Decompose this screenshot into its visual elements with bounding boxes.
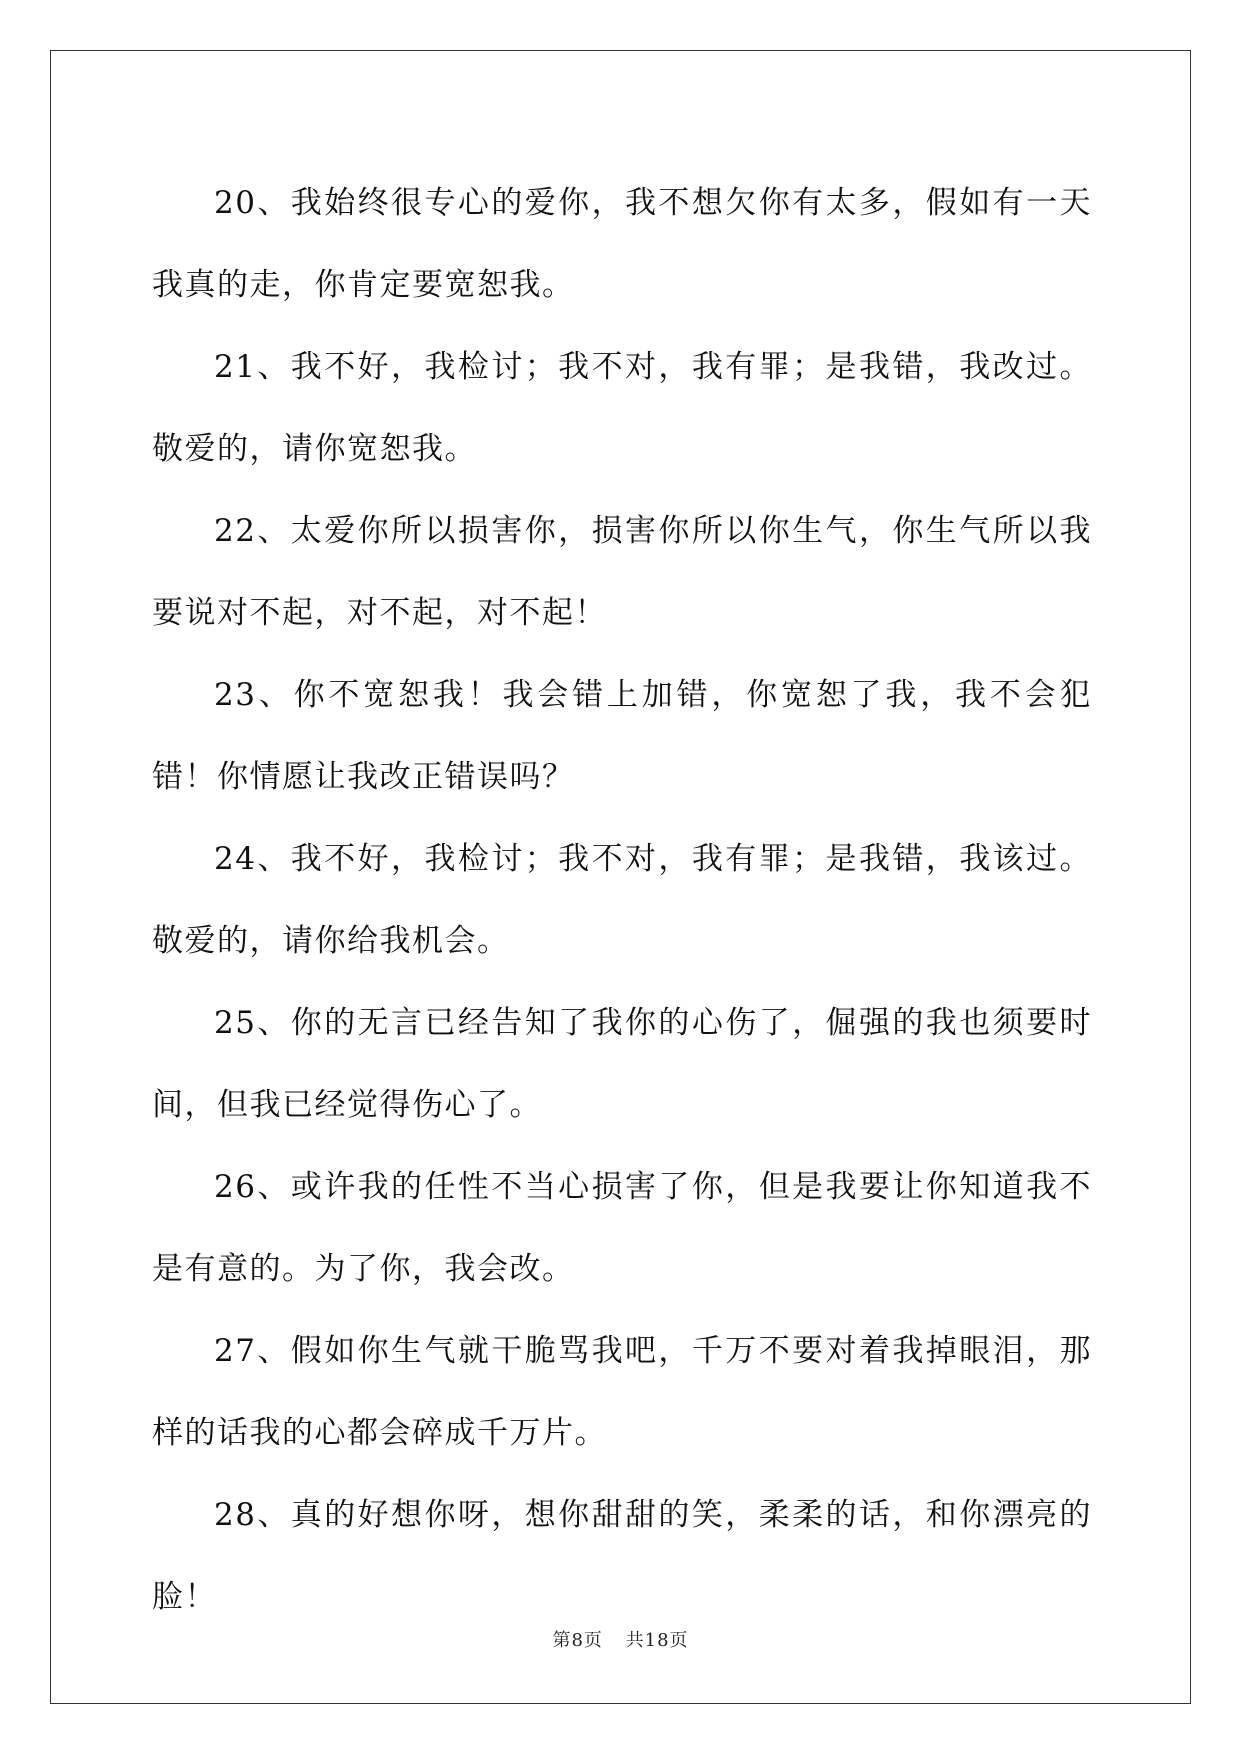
page-footer [0,1626,1241,1652]
paragraph: 25、你的无言已经告知了我你的心伤了，倔强的我也须要时间，但我已经觉得伤心了。 [152,1005,1092,1123]
paragraph: 23、你不宽恕我！我会错上加错，你宽恕了我，我不会犯错！你情愿让我改正错误吗？ [152,677,1092,795]
paragraph: 27、假如你生气就干脆骂我吧，千万不要对着我掉眼泪，那样的话我的心都会碎成千万片。 [152,1333,1092,1451]
paragraph: 28、真的好想你呀，想你甜甜的笑，柔柔的话，和你漂亮的脸！ [152,1497,1092,1615]
paragraph: 24、我不好，我检讨；我不对，我有罪；是我错，我该过。敬爱的，请你给我机会。 [152,841,1092,959]
paragraph: 21、我不好，我检讨；我不对，我有罪；是我错，我改过。敬爱的，请你宽恕我。 [152,349,1092,467]
paragraph: 20、我始终很专心的爱你，我不想欠你有太多，假如有一天我真的走，你肯定要宽恕我。 [152,185,1092,303]
paragraph: 26、或许我的任性不当心损害了你，但是我要让你知道我不是有意的。为了你，我会改。 [152,1169,1092,1287]
document-body [152,162,1092,1638]
page-number: 第8页 [552,1630,603,1651]
paragraph: 22、太爱你所以损害你，损害你所以你生气，你生气所以我要说对不起，对不起，对不起！ [152,513,1092,631]
page-total: 共18页 [625,1630,689,1651]
